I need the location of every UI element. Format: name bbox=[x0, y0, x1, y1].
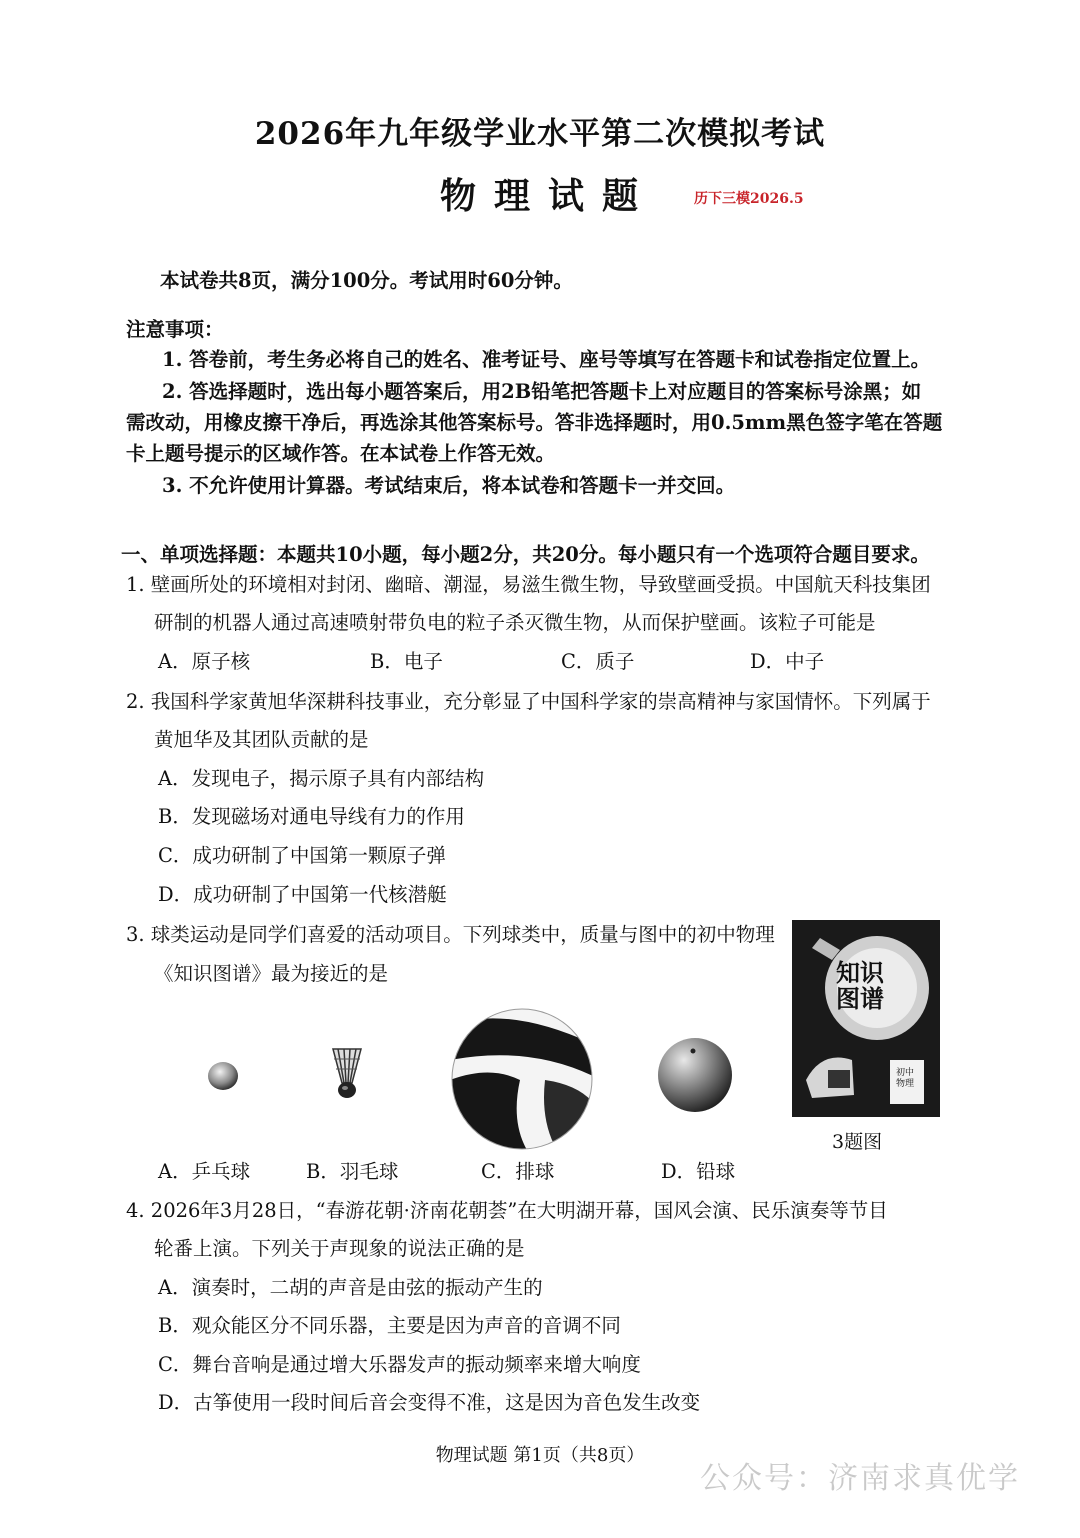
option-b: B．发现磁场对通电导线有力的作用 bbox=[158, 805, 465, 828]
subject-title: 物理试题 bbox=[440, 175, 657, 217]
question-line: 黄旭华及其团队贡献的是 bbox=[154, 728, 369, 751]
exam-stamp: 历下三模2026.5 bbox=[694, 191, 804, 207]
book-title-line: 图谱 bbox=[836, 985, 884, 1013]
option-a: A．原子核 bbox=[158, 650, 251, 673]
option-c: C．舞台音响是通过增大乐器发声的振动频率来增大响度 bbox=[158, 1353, 641, 1376]
knowledge-map-book-image bbox=[792, 920, 940, 1117]
note-line: 3. 不允许使用计算器。考试结束后，将本试卷和答题卡一并交回。 bbox=[162, 474, 736, 497]
question-line: 3. 球类运动是同学们喜爱的活动项目。下列球类中，质量与图中的初中物理 bbox=[126, 923, 775, 946]
option-a: A．演奏时，二胡的声音是由弦的振动产生的 bbox=[158, 1276, 543, 1299]
book-label-line: 物理 bbox=[896, 1079, 915, 1089]
option-c: C．排球 bbox=[481, 1160, 555, 1183]
exam-intro: 本试卷共8页，满分100分。考试用时60分钟。 bbox=[160, 269, 573, 292]
note-line: 2. 答选择题时，选出每小题答案后，用2B铅笔把答题卡上对应题目的答案标号涂黑；如 bbox=[162, 380, 922, 403]
question-line: 《知识图谱》最为接近的是 bbox=[154, 962, 389, 985]
option-c: C．成功研制了中国第一颗原子弹 bbox=[158, 844, 446, 867]
option-d: D．铅球 bbox=[661, 1160, 736, 1183]
option-a: A．乒乓球 bbox=[158, 1160, 251, 1183]
note-line: 1. 答卷前，考生务必将自己的姓名、准考证号、座号等填写在答题卡和试卷指定位置上。 bbox=[162, 348, 931, 371]
option-d: D．古筝使用一段时间后音会变得不准，这是因为音色发生改变 bbox=[158, 1391, 701, 1414]
option-b: B．观众能区分不同乐器，主要是因为声音的音调不同 bbox=[158, 1314, 621, 1337]
page-footer: 物理试题 第1页（共8页） bbox=[435, 1445, 645, 1466]
option-b: B．电子 bbox=[370, 650, 443, 673]
option-b: B．羽毛球 bbox=[306, 1160, 399, 1183]
figure-label: 3题图 bbox=[832, 1131, 883, 1153]
note-line: 卡上题号提示的区域作答。在本试卷上作答无效。 bbox=[126, 442, 556, 465]
section-heading: 一、单项选择题：本题共10小题，每小题2分，共20分。每小题只有一个选项符合题目要求。 bbox=[121, 543, 930, 566]
option-d: D．成功研制了中国第一代核潜艇 bbox=[158, 883, 447, 906]
book-title-line: 知识 bbox=[836, 959, 884, 987]
exam-title: 2026年九年级学业水平第二次模拟考试 bbox=[254, 116, 826, 152]
option-a: A．发现电子，揭示原子具有内部结构 bbox=[158, 767, 485, 790]
shot-put-image bbox=[655, 1035, 735, 1115]
ping-pong-ball-image bbox=[205, 1060, 241, 1092]
option-d: D．中子 bbox=[750, 650, 825, 673]
question-line: 2. 我国科学家黄旭华深耕科技事业，充分彰显了中国科学家的崇高精神与家国情怀。下列属于 bbox=[126, 690, 931, 713]
watermark-text: 公众号：济南求真优学 bbox=[700, 1461, 1020, 1496]
book-label-line: 初中 bbox=[896, 1068, 915, 1078]
option-c: C．质子 bbox=[561, 650, 635, 673]
volleyball-image bbox=[450, 1005, 595, 1153]
question-line: 1. 壁画所处的环境相对封闭、幽暗、潮湿，易滋生微生物，导致壁画受损。中国航天科技集团 bbox=[126, 573, 931, 596]
note-line: 需改动，用橡皮擦干净后，再选涂其他答案标号。答非选择题时，用0.5mm黑色签字笔在答题 bbox=[126, 411, 943, 434]
question-line: 研制的机器人通过高速喷射带负电的粒子杀灭微生物，从而保护壁画。该粒子可能是 bbox=[154, 611, 876, 634]
notes-heading: 注意事项： bbox=[126, 318, 224, 341]
shuttlecock-image bbox=[330, 1045, 364, 1101]
question-line: 轮番上演。下列关于声现象的说法正确的是 bbox=[154, 1237, 525, 1260]
question-line: 4. 2026年3月28日，“春游花朝·济南花朝荟”在大明湖开幕，国风会演、民乐演奏等节目 bbox=[126, 1199, 888, 1222]
